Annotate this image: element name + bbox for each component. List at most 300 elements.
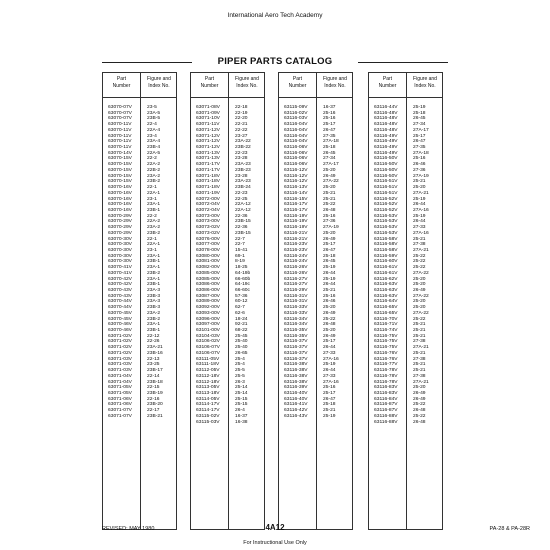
figure-index: 25-40 <box>235 339 248 345</box>
part-number: 63116-12V <box>284 179 308 185</box>
part-number: 63077-00V <box>196 242 220 248</box>
part-number: 63116-23V <box>284 247 308 253</box>
part-number: 63114-05V <box>196 396 220 402</box>
figure-index: 26-49 <box>323 173 336 179</box>
parts-list <box>369 105 442 425</box>
figure-index: 25-19 <box>323 413 336 419</box>
table-row <box>279 414 352 420</box>
part-number: 63116-88V <box>374 413 398 419</box>
part-number: 63116-27V <box>284 276 308 282</box>
figure-index: 23-5 <box>147 105 157 110</box>
figure-index: 26-46 <box>323 299 336 305</box>
part-number: 63070-15V <box>108 179 132 185</box>
figure-index: 22B-2 <box>147 167 161 173</box>
figure-index: 23A-23 <box>235 162 251 168</box>
page-title: PIPER PARTS CATALOG <box>217 56 333 67</box>
part-number: 63071-19V <box>196 190 220 196</box>
table-row <box>103 414 176 420</box>
part-number: 63116-04V <box>284 127 308 133</box>
figure-index: 27-33 <box>323 373 336 379</box>
part-number: 63101-00V <box>196 328 220 334</box>
part-number: 63116-19V <box>284 225 308 231</box>
part-number: 63071-03V <box>108 368 132 374</box>
part-number: 63116-63V <box>374 293 398 299</box>
part-number: 63116-78V <box>374 373 398 379</box>
part-number: 63116-03V <box>284 116 308 122</box>
part-number: 63081-00V <box>196 259 220 265</box>
figure-index: 23A-1 <box>147 265 161 271</box>
part-number: 63073-00V <box>196 213 220 219</box>
figure-index: 27A-21 <box>413 379 429 385</box>
figure-index: 26-44 <box>323 282 336 288</box>
figure-index: 22-14 <box>147 373 160 379</box>
figure-index: 27-35 <box>413 145 426 151</box>
part-number: 63116-53V <box>374 225 398 231</box>
part-number: 63071-02V <box>108 339 132 345</box>
figure-index: 26-48 <box>413 419 426 425</box>
part-number: 63116-21V <box>284 230 308 236</box>
figure-index: 22-13 <box>147 356 160 362</box>
figure-index: 27A-16 <box>413 230 429 236</box>
part-number: 63070-15V <box>108 173 132 179</box>
part-number: 63116-06V <box>284 145 308 151</box>
figure-index: 25-14 <box>235 390 248 396</box>
figure-index: 23A-2 <box>147 310 161 316</box>
part-number: 63116-50V <box>374 156 398 162</box>
part-number: 63116-63V <box>374 282 398 288</box>
part-number: 63071-13V <box>196 156 220 162</box>
figure-index: 22-25 <box>235 196 248 202</box>
part-number: 63116-78V <box>374 379 398 385</box>
figure-index: 25-18 <box>413 110 426 116</box>
figure-index: 64-19c <box>235 282 250 288</box>
part-number: 63116-77V <box>374 362 398 368</box>
part-number: 63116-27V <box>284 282 308 288</box>
part-number: 63116-76V <box>374 356 398 362</box>
part-number: 63116-34V <box>284 322 308 328</box>
part-number: 63116-40V <box>284 390 308 396</box>
part-number: 63116-24V <box>284 259 308 265</box>
figure-index: 22-1 <box>147 185 157 191</box>
part-number: 63070-30V <box>108 242 132 248</box>
part-number: 63116-65V <box>374 310 398 316</box>
figure-index: 25-21 <box>323 196 336 202</box>
figure-index: 22-23 <box>235 190 248 196</box>
part-number: 63116-31V <box>284 293 308 299</box>
figure-index: 27A-16 <box>323 356 339 362</box>
part-number: 63070-45V <box>108 310 132 316</box>
part-number: 63071-04V <box>108 379 132 385</box>
part-number: 63070-07V <box>108 110 132 116</box>
figure-index: 26-48 <box>323 207 336 213</box>
part-number: 63116-53V <box>374 230 398 236</box>
figure-index: 18-25 <box>235 265 248 271</box>
part-number: 63070-43V <box>108 293 132 299</box>
part-number: 63116-50V <box>374 167 398 173</box>
part-number: 63070-46V <box>108 328 132 334</box>
part-number: 63116-06V <box>284 156 308 162</box>
part-number: 63116-53V <box>374 213 398 219</box>
part-number: 63116-23V <box>284 242 308 248</box>
figure-index: 26-47 <box>323 396 336 402</box>
figure-index: 25-5 <box>235 368 245 374</box>
figure-index: 26-48 <box>323 322 336 328</box>
figure-index: 25-21 <box>413 333 426 339</box>
part-number-header: Part Number <box>378 76 397 89</box>
part-number: 63070-41V <box>108 270 132 276</box>
part-number: 63071-17V <box>196 162 220 168</box>
part-number: 63071-18V <box>196 185 220 191</box>
figure-index: 27A-21 <box>413 247 429 253</box>
figure-index: 22-2 <box>147 213 157 219</box>
figure-index: 27-35 <box>323 133 336 139</box>
figure-index: 23B-15 <box>235 230 251 236</box>
figure-index: 27A-19 <box>323 225 339 231</box>
part-number: 63071-18V <box>196 179 220 185</box>
part-number: 63116-39V <box>284 385 308 391</box>
figure-index: 25-18 <box>323 145 336 151</box>
part-number: 63116-37V <box>284 345 308 351</box>
parts-list <box>279 105 352 420</box>
part-number-header: Part Number <box>112 76 131 89</box>
figure-index: 23B-5 <box>147 116 161 122</box>
figure-index: 25-19 <box>413 105 426 110</box>
figure-index: 23A-3 <box>147 299 161 305</box>
figure-index: 27-38 <box>413 373 426 379</box>
part-number: 63116-43V <box>284 413 308 419</box>
part-number: 63116-61V <box>374 265 398 271</box>
figure-index: 25-17 <box>323 242 336 248</box>
figure-index: 23-28 <box>235 173 248 179</box>
figure-index: 22-12 <box>147 333 160 339</box>
figure-index: 23B-1 <box>147 207 161 213</box>
figure-index: 22-36 <box>235 213 248 219</box>
part-number: 63116-49V <box>374 139 398 145</box>
part-number: 63071-06V <box>108 402 132 408</box>
part-number: 63070-43V <box>108 288 132 293</box>
figure-index: 22A-1 <box>147 190 161 196</box>
figure-index: 25-21 <box>413 362 426 368</box>
figure-index: 27A-16 <box>323 379 339 385</box>
figure-index: 23B-3 <box>147 293 161 299</box>
part-number: 63116-13V <box>284 185 308 191</box>
figure-index: 23-27 <box>235 133 248 139</box>
figure-index: 66-60b <box>235 276 251 282</box>
part-number: 63072-04V <box>196 207 220 213</box>
figure-index: 22-19 <box>235 110 248 116</box>
catalog-title-row <box>102 56 448 68</box>
figure-index: 22-2 <box>147 156 157 162</box>
part-number: 63116-62V <box>374 276 398 282</box>
part-number: 63116-51V <box>374 185 398 191</box>
figure-index: 25-19 <box>323 276 336 282</box>
figure-index: 92-21 <box>235 322 248 328</box>
figure-index: 25-19 <box>413 196 426 202</box>
part-number: 63071-06V <box>108 396 132 402</box>
part-number: 63116-26V <box>284 270 308 276</box>
part-number: 63071-02V <box>108 350 132 356</box>
figure-index: 25-22 <box>323 316 336 322</box>
figure-index: 22-26 <box>147 339 160 345</box>
part-number: 63073-02V <box>196 225 220 231</box>
figure-index: 22-7 <box>235 236 245 242</box>
figure-index: 23B-18 <box>147 379 163 385</box>
organization-header: International Aero Tech Academy <box>227 12 323 19</box>
part-number: 63070-29V <box>108 225 132 231</box>
figure-index: 26-4 <box>235 408 245 414</box>
figure-index: 15-41 <box>235 247 248 253</box>
figure-index: 26-46 <box>413 162 426 168</box>
part-number: 63115-03V <box>196 419 220 425</box>
part-number: 63116-34V <box>284 316 308 322</box>
part-number: 63071-07V <box>108 413 132 419</box>
figure-index: 25-15 <box>235 402 248 408</box>
figure-index: 25-17 <box>323 122 336 128</box>
figure-index: 25-22 <box>413 402 426 408</box>
part-number: 63071-05V <box>108 385 132 391</box>
figure-index: 23B-2 <box>147 270 161 276</box>
figure-index-header: Figure and Index No. <box>147 76 171 89</box>
figure-index: 25-16 <box>323 385 336 391</box>
part-number: 63116-04V <box>284 133 308 139</box>
part-number: 63116-52V <box>374 196 398 202</box>
figure-index: 22-7 <box>235 242 245 248</box>
part-number: 63116-17V <box>284 207 308 213</box>
part-number: 63071-08V <box>196 105 220 110</box>
part-number: 63116-15V <box>284 196 308 202</box>
figure-index-header: Figure and Index No. <box>323 76 347 89</box>
figure-index: 25-21 <box>413 236 426 242</box>
part-number: 63116-19V <box>284 219 308 225</box>
parts-column-4 <box>368 72 443 530</box>
figure-index: 18-24 <box>235 316 248 322</box>
figure-index: 25-21 <box>413 350 426 356</box>
part-number: 63070-42V <box>108 282 132 288</box>
part-number: 63116-38V <box>284 368 308 374</box>
part-number: 63116-17V <box>284 202 308 208</box>
figure-index: 27A-22 <box>413 293 429 299</box>
figure-index: 64-19b <box>235 270 251 276</box>
part-number: 63106-02V <box>196 339 220 345</box>
figure-index: 22-20 <box>235 116 248 122</box>
part-number: 63116-37V <box>284 356 308 362</box>
figure-index: 23-1 <box>147 247 157 253</box>
figure-index: 23B-3 <box>147 305 161 311</box>
figure-index: 25-21 <box>323 288 336 293</box>
figure-index: 22A-2 <box>147 219 161 225</box>
part-number: 63116-84V <box>374 396 398 402</box>
part-number: 63116-12V <box>284 173 308 179</box>
figure-index: 26-49 <box>323 236 336 242</box>
figure-index: 25-16 <box>323 116 336 122</box>
figure-index: 23A-1 <box>147 202 161 208</box>
part-number: 63116-52V <box>374 207 398 213</box>
part-number: 63116-88V <box>374 419 398 425</box>
figure-index: 25-22 <box>413 413 426 419</box>
figure-index: 25-18 <box>323 253 336 259</box>
figure-index: 26-44 <box>323 270 336 276</box>
part-number: 63116-14V <box>284 190 308 196</box>
figure-index: 66-60c <box>235 288 250 293</box>
figure-index: 26-45 <box>323 150 336 156</box>
figure-index: 25-20 <box>413 276 426 282</box>
figure-index: 27A-18 <box>413 150 429 156</box>
part-number: 63116-58V <box>374 247 398 253</box>
part-number: 63116-29V <box>284 288 308 293</box>
figure-index: 25-20 <box>413 305 426 311</box>
part-number: 63116-70V <box>374 316 398 322</box>
part-number: 63104-03V <box>196 333 220 339</box>
figure-index: 23B-1 <box>147 259 161 265</box>
figure-index: 26-47 <box>323 127 336 133</box>
figure-index: 23-28 <box>235 156 248 162</box>
part-number: 63076-00V <box>196 236 220 242</box>
figure-index: 23B-21 <box>147 413 163 419</box>
part-number: 63070-46V <box>108 322 132 328</box>
figure-index: 23A-4 <box>147 139 161 145</box>
figure-index: 23B-2 <box>147 230 161 236</box>
part-number: 63112-18V <box>196 379 220 385</box>
figure-index: 25-21 <box>413 328 426 334</box>
part-number: 63092-00V <box>196 305 220 311</box>
part-number: 63116-61V <box>374 270 398 276</box>
part-number: 63071-05V <box>108 390 132 396</box>
figure-index: 22A-12 <box>235 207 251 213</box>
part-number: 63086-00V <box>196 288 220 293</box>
figure-index: 25-17 <box>413 133 426 139</box>
table-row <box>191 420 264 426</box>
figure-index: 25-14 <box>235 385 248 391</box>
part-number: 63116-65V <box>374 305 398 311</box>
figure-index: 26-45 <box>323 259 336 265</box>
part-number: 63070-30V <box>108 236 132 242</box>
figure-index: 25-19 <box>323 265 336 271</box>
part-number: 63112-05V <box>196 368 220 374</box>
table-row <box>369 420 442 426</box>
figure-index: 27A-22 <box>413 310 429 316</box>
part-number: 63116-50V <box>374 162 398 168</box>
part-number: 63106-07V <box>196 350 220 356</box>
part-number: 63116-04V <box>284 122 308 128</box>
figure-index: 22A-2 <box>147 162 161 168</box>
part-number: 63073-00V <box>196 219 220 225</box>
part-number: 63113-18V <box>196 390 220 396</box>
part-number: 63116-38V <box>284 373 308 379</box>
figure-index: 26-49 <box>323 333 336 339</box>
part-number: 63070-14V <box>108 150 132 156</box>
part-number: 63114-17V <box>196 402 220 408</box>
part-number-header: Part Number <box>288 76 307 89</box>
part-number: 63071-12V <box>196 127 220 133</box>
part-number: 63087-00V <box>196 293 220 299</box>
part-number: 63116-51V <box>374 190 398 196</box>
part-number: 63116-51V <box>374 179 398 185</box>
part-number: 63116-75V <box>374 333 398 339</box>
figure-index: 23B-20 <box>147 402 163 408</box>
figure-index: 23-25 <box>147 362 160 368</box>
part-number: 63097-00V <box>196 322 220 328</box>
figure-index: 23A-1 <box>147 253 161 259</box>
part-number: 63071-10V <box>196 116 220 122</box>
figure-index: 27-38 <box>413 356 426 362</box>
figure-index: 27A-22 <box>323 179 339 185</box>
part-number: 63070-29V <box>108 213 132 219</box>
part-number: 63116-44V <box>374 105 398 110</box>
part-number: 63070-11V <box>108 133 132 139</box>
figure-index: 62-6 <box>235 310 245 316</box>
figure-index: 26-49 <box>413 396 426 402</box>
part-number: 63116-04V <box>284 139 308 145</box>
figure-index: 23A-21 <box>147 345 163 351</box>
figure-index: 25-16 <box>323 110 336 116</box>
figure-index: 27-33 <box>413 225 426 231</box>
part-number: 63070-16V <box>108 185 132 191</box>
part-number: 63071-03V <box>108 362 132 368</box>
part-number: 63116-87V <box>374 402 398 408</box>
part-number: 63116-58V <box>374 236 398 242</box>
part-number: 63070-29V <box>108 230 132 236</box>
part-number: 63113-05V <box>196 385 220 391</box>
figure-index: 23A-2 <box>147 225 161 231</box>
part-number: 63111-18V <box>196 362 220 368</box>
part-number: 63086-00V <box>196 282 220 288</box>
figure-index: 27-34 <box>413 122 426 128</box>
figure-index: 16-38 <box>235 419 248 425</box>
figure-index: 23B-1 <box>147 328 161 334</box>
figure-index: 27A-22 <box>413 270 429 276</box>
part-number: 63070-15V <box>108 167 132 173</box>
figure-index: 22-16 <box>147 396 160 402</box>
part-number: 63116-37V <box>284 339 308 345</box>
part-number: 63071-18V <box>196 173 220 179</box>
part-number: 63116-75V <box>374 339 398 345</box>
part-number: 63116-33V <box>284 305 308 311</box>
part-number: 63116-74V <box>374 328 398 334</box>
part-number: 63116-33V <box>284 310 308 316</box>
figure-index: 25-17 <box>323 339 336 345</box>
figure-index: 25-4 <box>235 362 245 368</box>
figure-index: 60-12 <box>235 299 248 305</box>
figure-index: 27-34 <box>323 156 336 162</box>
aircraft-model: PA-28 & PA-28R <box>489 526 530 532</box>
figure-index: 26-49 <box>413 390 426 396</box>
figure-index: 23-4 <box>147 133 157 139</box>
figure-index: 23A-1 <box>147 276 161 282</box>
part-number: 63089-00V <box>196 299 220 305</box>
part-number: 63116-59V <box>374 253 398 259</box>
figure-index-header: Figure and Index No. <box>413 76 437 89</box>
part-number: 63085-00V <box>196 276 220 282</box>
figure-index: 25-20 <box>323 167 336 173</box>
figure-index: 22-23 <box>235 150 248 156</box>
part-number: 63116-19V <box>284 213 308 219</box>
figure-index: 26-47 <box>413 139 426 145</box>
part-number: 63071-03V <box>108 356 132 362</box>
figure-index: 27A-17 <box>413 127 429 133</box>
part-number: 63116-49V <box>374 145 398 151</box>
part-number: 63116-58V <box>374 242 398 248</box>
part-number: 63072-00V <box>196 196 220 202</box>
figure-index: 25-20 <box>323 328 336 334</box>
figure-index: 25-5 <box>235 373 245 379</box>
part-number: 63116-64V <box>374 299 398 305</box>
figure-index: 25-20 <box>323 185 336 191</box>
part-number: 63070-11V <box>108 139 132 145</box>
part-number: 63116-71V <box>374 322 398 328</box>
figure-index: 25-22 <box>413 253 426 259</box>
part-number: 63080-00V <box>196 253 220 259</box>
figure-index: 23B-4 <box>147 145 161 151</box>
